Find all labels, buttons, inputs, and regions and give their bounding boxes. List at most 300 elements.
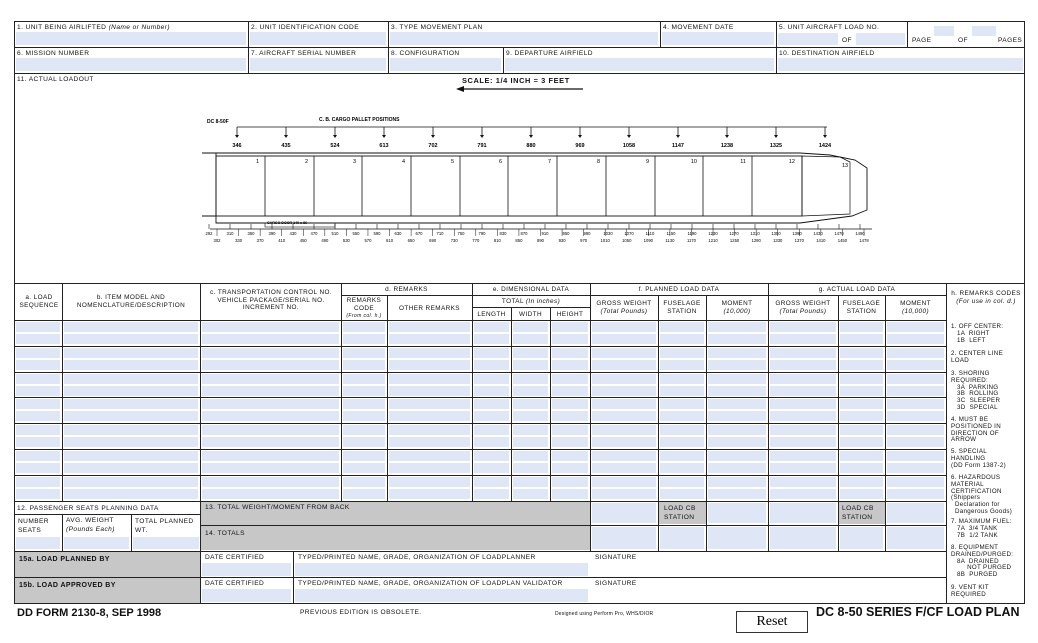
- cell-field[interactable]: [887, 374, 944, 384]
- cell-field[interactable]: [16, 360, 60, 370]
- cell-field[interactable]: [770, 451, 836, 461]
- total-gross-field[interactable]: [592, 527, 656, 549]
- cell-field[interactable]: [389, 399, 470, 409]
- cell-field[interactable]: [513, 374, 548, 384]
- cell-field[interactable]: [887, 322, 944, 332]
- station-label-lower: 1010: [600, 238, 610, 243]
- pallet-station-label: 613: [379, 143, 389, 149]
- cell-field[interactable]: [708, 411, 766, 421]
- cell-field[interactable]: [552, 411, 588, 421]
- cell-field[interactable]: [343, 399, 385, 409]
- pallet-arrowhead: [823, 135, 827, 138]
- cell-field[interactable]: [16, 399, 60, 409]
- unit-id-code-field[interactable]: [250, 32, 386, 45]
- cell-field[interactable]: [592, 477, 656, 487]
- cell-field[interactable]: [840, 451, 883, 461]
- cell-field[interactable]: [64, 399, 198, 409]
- cell-field[interactable]: [202, 360, 339, 370]
- station-label-lower: 330: [235, 238, 243, 243]
- cell-field[interactable]: [770, 399, 836, 409]
- cell-field[interactable]: [16, 386, 60, 396]
- cell-field[interactable]: [389, 477, 470, 487]
- cell-field[interactable]: [16, 348, 60, 358]
- configuration-label: 8. CONFIGURATION: [391, 50, 460, 57]
- cell-field[interactable]: [343, 451, 385, 461]
- cell-field[interactable]: [389, 348, 470, 358]
- station-label-lower: 1330: [773, 238, 783, 243]
- cell-field[interactable]: [840, 489, 883, 499]
- cell-field[interactable]: [592, 437, 656, 447]
- cell-field[interactable]: [770, 411, 836, 421]
- cell-field[interactable]: [16, 463, 60, 473]
- cell-field[interactable]: [840, 348, 883, 358]
- station-label-lower: 1090: [643, 238, 653, 243]
- cell-field[interactable]: [840, 360, 883, 370]
- cell-field[interactable]: [202, 348, 339, 358]
- cell-field[interactable]: [513, 477, 548, 487]
- cell-field[interactable]: [16, 451, 60, 461]
- cell-field[interactable]: [64, 360, 198, 370]
- cell-field[interactable]: [708, 451, 766, 461]
- cell-field[interactable]: [202, 334, 339, 344]
- cell-field[interactable]: [552, 374, 588, 384]
- page-of-label: OF: [958, 37, 968, 44]
- cell-field[interactable]: [660, 463, 704, 473]
- cell-field[interactable]: [474, 348, 509, 358]
- station-label-lower: 810: [493, 238, 501, 243]
- cell-field[interactable]: [887, 437, 944, 447]
- cell-field[interactable]: [592, 374, 656, 384]
- date-certified-label: DATE CERTIFIED: [205, 554, 265, 561]
- load-of-label: OF: [842, 37, 852, 44]
- cell-field[interactable]: [552, 360, 588, 370]
- cell-field[interactable]: [840, 437, 883, 447]
- aircraft-serial-field[interactable]: [250, 58, 386, 71]
- cell-field[interactable]: [708, 463, 766, 473]
- cell-field[interactable]: [592, 425, 656, 435]
- cell-field[interactable]: [840, 386, 883, 396]
- mission-number-field[interactable]: [16, 58, 246, 71]
- station-label-upper: 630: [394, 231, 402, 236]
- pallet-arrowhead: [382, 135, 386, 138]
- station-label-lower: 1130: [665, 238, 675, 243]
- cell-field[interactable]: [64, 463, 198, 473]
- cell-field[interactable]: [343, 386, 385, 396]
- approved-date-field[interactable]: [202, 589, 291, 602]
- cell-field[interactable]: [202, 399, 339, 409]
- station-label-lower: 1478: [859, 238, 869, 243]
- obsolete-notice: PREVIOUS EDITION IS OBSOLETE.: [300, 609, 422, 616]
- station-label-lower: 570: [364, 238, 372, 243]
- form-number: DD FORM 2130-8, SEP 1998: [17, 607, 162, 619]
- date-certified-label-2: DATE CERTIFIED: [205, 580, 265, 587]
- cell-field[interactable]: [840, 322, 883, 332]
- validator-name-field[interactable]: [295, 589, 588, 602]
- cell-field[interactable]: [474, 399, 509, 409]
- cell-field[interactable]: [552, 322, 588, 332]
- pallet-number: 10: [690, 159, 697, 165]
- avg-weight-field[interactable]: [64, 537, 129, 549]
- total-moment-field[interactable]: [708, 527, 766, 549]
- cell-field[interactable]: [513, 489, 548, 499]
- cell-field[interactable]: [343, 322, 385, 332]
- pallet-arrowhead: [676, 135, 680, 138]
- cell-field[interactable]: [592, 489, 656, 499]
- cell-field[interactable]: [770, 386, 836, 396]
- cell-field[interactable]: [343, 411, 385, 421]
- cell-field[interactable]: [592, 411, 656, 421]
- cell-field[interactable]: [513, 399, 548, 409]
- cell-field[interactable]: [887, 425, 944, 435]
- station-label-upper: 710: [436, 231, 444, 236]
- cell-field[interactable]: [202, 374, 339, 384]
- cell-field[interactable]: [592, 360, 656, 370]
- cell-field[interactable]: [513, 322, 548, 332]
- cell-field[interactable]: [513, 360, 548, 370]
- cell-field[interactable]: [708, 322, 766, 332]
- aircraft-diagram: [190, 110, 880, 250]
- cell-field[interactable]: [840, 374, 883, 384]
- cell-field[interactable]: [16, 411, 60, 421]
- cell-field[interactable]: [389, 463, 470, 473]
- cell-field[interactable]: [389, 489, 470, 499]
- cell-field[interactable]: [474, 334, 509, 344]
- cell-field[interactable]: [708, 489, 766, 499]
- cell-field[interactable]: [474, 322, 509, 332]
- reset-button[interactable]: Reset: [736, 611, 808, 633]
- station-label-upper: 670: [415, 231, 423, 236]
- cell-field[interactable]: [474, 463, 509, 473]
- cell-field[interactable]: [16, 489, 60, 499]
- pallet-positions-title: C. B. CARGO PALLET POSITIONS: [319, 117, 400, 123]
- load-no-field[interactable]: [778, 33, 838, 45]
- cell-field[interactable]: [770, 374, 836, 384]
- cell-field[interactable]: [389, 425, 470, 435]
- pallet-arrowhead: [774, 135, 778, 138]
- back-actual-moment-field[interactable]: [887, 503, 944, 523]
- cell-field[interactable]: [474, 374, 509, 384]
- cell-field[interactable]: [202, 451, 339, 461]
- pallet-arrowhead: [480, 135, 484, 138]
- cell-field[interactable]: [708, 374, 766, 384]
- unit-airlifted-field[interactable]: [16, 32, 246, 45]
- station-label-lower: 1290: [751, 238, 761, 243]
- cell-field[interactable]: [552, 348, 588, 358]
- cell-field[interactable]: [389, 322, 470, 332]
- cell-field[interactable]: [660, 425, 704, 435]
- cell-field[interactable]: [840, 334, 883, 344]
- station-label-lower: 770: [472, 238, 480, 243]
- station-label-upper: 590: [373, 231, 381, 236]
- station-label-upper: 390: [268, 231, 276, 236]
- cell-field[interactable]: [887, 477, 944, 487]
- cell-field[interactable]: [770, 425, 836, 435]
- cell-field[interactable]: [389, 386, 470, 396]
- cell-field[interactable]: [64, 425, 198, 435]
- cell-field[interactable]: [202, 425, 339, 435]
- cell-field[interactable]: [770, 348, 836, 358]
- station-label-upper: 550: [352, 231, 360, 236]
- back-actual-gross-field[interactable]: [770, 503, 836, 523]
- movement-date-field[interactable]: [662, 32, 774, 45]
- cell-field[interactable]: [513, 463, 548, 473]
- destination-airfield-field[interactable]: [778, 58, 1023, 71]
- cell-field[interactable]: [552, 451, 588, 461]
- cell-field[interactable]: [887, 463, 944, 473]
- cell-field[interactable]: [343, 489, 385, 499]
- cell-field[interactable]: [513, 451, 548, 461]
- station-label-upper: 470: [310, 231, 318, 236]
- col-transport-control: c. TRANSPORTATION CONTROL NO. VEHICLE PACKAGE/SERIAL NO. INCREMENT NO.: [209, 289, 333, 311]
- cell-field[interactable]: [389, 411, 470, 421]
- cell-field[interactable]: [513, 411, 548, 421]
- cell-field[interactable]: [708, 386, 766, 396]
- cell-field[interactable]: [840, 425, 883, 435]
- col-actual-fuselage: FUSELAGE STATION: [842, 300, 881, 315]
- cell-field[interactable]: [64, 477, 198, 487]
- cell-field[interactable]: [592, 322, 656, 332]
- cell-field[interactable]: [202, 477, 339, 487]
- total-actual-fuselage-field[interactable]: [840, 527, 883, 549]
- cell-field[interactable]: [513, 334, 548, 344]
- station-label-upper: 870: [520, 231, 528, 236]
- total-fuselage-field[interactable]: [660, 527, 704, 549]
- pages-field[interactable]: [972, 26, 996, 36]
- cell-field[interactable]: [64, 322, 198, 332]
- station-label-upper: 790: [478, 231, 486, 236]
- cell-field[interactable]: [770, 477, 836, 487]
- cell-field[interactable]: [887, 334, 944, 344]
- cell-field[interactable]: [474, 386, 509, 396]
- cell-field[interactable]: [708, 477, 766, 487]
- cell-field[interactable]: [840, 477, 883, 487]
- cell-field[interactable]: [770, 489, 836, 499]
- total-planned-wt-field[interactable]: [133, 537, 199, 549]
- cell-field[interactable]: [770, 322, 836, 332]
- station-label-lower: 1210: [708, 238, 718, 243]
- cell-field[interactable]: [64, 451, 198, 461]
- cell-field[interactable]: [592, 451, 656, 461]
- cell-field[interactable]: [660, 489, 704, 499]
- cell-field[interactable]: [660, 374, 704, 384]
- cell-field[interactable]: [513, 437, 548, 447]
- cell-field[interactable]: [202, 489, 339, 499]
- cell-field[interactable]: [389, 437, 470, 447]
- planned-date-field[interactable]: [202, 563, 291, 576]
- pallet-station-label: 1238: [720, 143, 734, 149]
- mission-number-label: 6. MISSION NUMBER: [17, 50, 90, 57]
- cell-field[interactable]: [552, 334, 588, 344]
- station-label-upper: 750: [457, 231, 465, 236]
- signature-label: SIGNATURE: [595, 554, 637, 561]
- cell-field[interactable]: [64, 386, 198, 396]
- cell-field[interactable]: [474, 411, 509, 421]
- cell-field[interactable]: [474, 477, 509, 487]
- cell-field[interactable]: [202, 322, 339, 332]
- cell-field[interactable]: [64, 437, 198, 447]
- cell-field[interactable]: [389, 374, 470, 384]
- cell-field[interactable]: [708, 425, 766, 435]
- actual-loadout-label: 11. ACTUAL LOADOUT: [17, 76, 94, 83]
- departure-airfield-field[interactable]: [505, 58, 774, 71]
- cell-field[interactable]: [708, 437, 766, 447]
- cell-field[interactable]: [660, 411, 704, 421]
- fuselage-outline: [202, 153, 867, 223]
- cell-field[interactable]: [64, 374, 198, 384]
- cell-field[interactable]: [592, 463, 656, 473]
- cell-field[interactable]: [660, 348, 704, 358]
- cell-field[interactable]: [202, 386, 339, 396]
- cell-field[interactable]: [770, 334, 836, 344]
- cell-field[interactable]: [887, 348, 944, 358]
- cell-field[interactable]: [202, 411, 339, 421]
- cell-field[interactable]: [552, 477, 588, 487]
- total-actual-gross-field[interactable]: [770, 527, 836, 549]
- cell-field[interactable]: [343, 348, 385, 358]
- planner-name-field[interactable]: [295, 563, 588, 576]
- back-moment-field[interactable]: [708, 503, 766, 523]
- pallet-station-label: 969: [575, 143, 585, 149]
- total-from-back-label: 13. TOTAL WEIGHT/MOMENT FROM BACK: [205, 504, 350, 511]
- station-label-lower: 690: [429, 238, 437, 243]
- cell-field[interactable]: [592, 399, 656, 409]
- cell-field[interactable]: [552, 437, 588, 447]
- total-actual-moment-field[interactable]: [887, 527, 944, 549]
- cell-field[interactable]: [513, 386, 548, 396]
- pallet-station-label: 346: [232, 143, 242, 149]
- cell-field[interactable]: [16, 437, 60, 447]
- cell-field[interactable]: [343, 374, 385, 384]
- cell-field[interactable]: [474, 437, 509, 447]
- cell-field[interactable]: [552, 463, 588, 473]
- load-of-field[interactable]: [856, 33, 905, 45]
- cell-field[interactable]: [660, 334, 704, 344]
- cell-field[interactable]: [202, 437, 339, 447]
- passenger-seats-label: 12. PASSENGER SEATS PLANNING DATA: [17, 505, 159, 512]
- cell-field[interactable]: [474, 360, 509, 370]
- cell-field[interactable]: [887, 386, 944, 396]
- pallet-station-label: 1424: [818, 143, 832, 149]
- actual-cb-station-label: LOAD CB STATION: [842, 505, 874, 521]
- cell-field[interactable]: [64, 334, 198, 344]
- cell-field[interactable]: [840, 411, 883, 421]
- cell-field[interactable]: [16, 425, 60, 435]
- station-label-upper: 990: [583, 231, 591, 236]
- cell-field[interactable]: [513, 348, 548, 358]
- cell-field[interactable]: [660, 399, 704, 409]
- cell-field[interactable]: [887, 399, 944, 409]
- pallet-number: 12: [788, 159, 795, 165]
- pallet-station-label: 1325: [769, 143, 783, 149]
- cell-field[interactable]: [64, 348, 198, 358]
- cell-field[interactable]: [64, 489, 198, 499]
- cell-field[interactable]: [202, 463, 339, 473]
- cell-field[interactable]: [770, 463, 836, 473]
- load-planned-label: 15a. LOAD PLANNED BY: [19, 556, 110, 563]
- cell-field[interactable]: [552, 386, 588, 396]
- cell-field[interactable]: [389, 360, 470, 370]
- remarks-code-item: 9. VENT KIT REQUIRED: [951, 584, 989, 598]
- cell-field[interactable]: [708, 399, 766, 409]
- back-gross-field[interactable]: [592, 503, 656, 523]
- signature-label-2: SIGNATURE: [595, 580, 637, 587]
- station-label-lower: 370: [256, 238, 264, 243]
- cell-field[interactable]: [16, 477, 60, 487]
- pallet-arrowhead: [725, 135, 729, 138]
- cell-field[interactable]: [708, 334, 766, 344]
- cell-field[interactable]: [474, 425, 509, 435]
- cell-field[interactable]: [887, 489, 944, 499]
- pallet-number: 1: [255, 159, 259, 165]
- station-label-lower: 1250: [729, 238, 740, 243]
- col-width: WIDTH: [519, 311, 542, 318]
- cell-field[interactable]: [343, 425, 385, 435]
- cell-field[interactable]: [474, 451, 509, 461]
- cell-field[interactable]: [343, 360, 385, 370]
- cell-field[interactable]: [840, 463, 883, 473]
- cell-field[interactable]: [16, 322, 60, 332]
- cell-field[interactable]: [16, 374, 60, 384]
- page-field[interactable]: [934, 26, 954, 36]
- cell-field[interactable]: [64, 411, 198, 421]
- cell-field[interactable]: [16, 334, 60, 344]
- cell-field[interactable]: [708, 360, 766, 370]
- cell-field[interactable]: [343, 334, 385, 344]
- cell-field[interactable]: [887, 451, 944, 461]
- cell-field[interactable]: [660, 360, 704, 370]
- cell-field[interactable]: [660, 322, 704, 332]
- station-label-upper: 292: [205, 231, 213, 236]
- cell-field[interactable]: [389, 451, 470, 461]
- cell-field[interactable]: [660, 477, 704, 487]
- movement-date-label: 4. MOVEMENT DATE: [663, 24, 734, 31]
- cell-field[interactable]: [660, 437, 704, 447]
- pallet-arrowhead: [578, 135, 582, 138]
- cell-field[interactable]: [592, 348, 656, 358]
- pallet-station-label: 880: [526, 143, 536, 149]
- cell-field[interactable]: [343, 477, 385, 487]
- number-seats-field[interactable]: [16, 537, 60, 549]
- departure-airfield-label: 9. DEPARTURE AIRFIELD: [506, 50, 593, 57]
- remarks-code-item: 5. SPECIAL HANDLING (DD Form 1387-2): [951, 448, 1006, 469]
- cell-field[interactable]: [343, 437, 385, 447]
- movement-plan-field[interactable]: [390, 32, 658, 45]
- cell-field[interactable]: [513, 425, 548, 435]
- form-title: DC 8-50 SERIES F/CF LOAD PLAN: [816, 605, 1020, 619]
- cell-field[interactable]: [770, 437, 836, 447]
- cell-field[interactable]: [552, 399, 588, 409]
- cell-field[interactable]: [592, 386, 656, 396]
- cell-field[interactable]: [389, 334, 470, 344]
- station-label-upper: 510: [331, 231, 339, 236]
- cell-field[interactable]: [552, 489, 588, 499]
- cell-field[interactable]: [708, 348, 766, 358]
- cell-field[interactable]: [343, 463, 385, 473]
- cell-field[interactable]: [592, 334, 656, 344]
- pallet-station-label: 1058: [622, 143, 636, 149]
- configuration-field[interactable]: [390, 58, 501, 71]
- cell-field[interactable]: [552, 425, 588, 435]
- cell-field[interactable]: [770, 360, 836, 370]
- cell-field[interactable]: [840, 399, 883, 409]
- pallet-number: 5: [450, 159, 454, 165]
- cell-field[interactable]: [887, 411, 944, 421]
- cell-field[interactable]: [660, 451, 704, 461]
- cell-field[interactable]: [887, 360, 944, 370]
- scale-arrow: [456, 85, 586, 93]
- cell-field[interactable]: [660, 386, 704, 396]
- cell-field[interactable]: [474, 489, 509, 499]
